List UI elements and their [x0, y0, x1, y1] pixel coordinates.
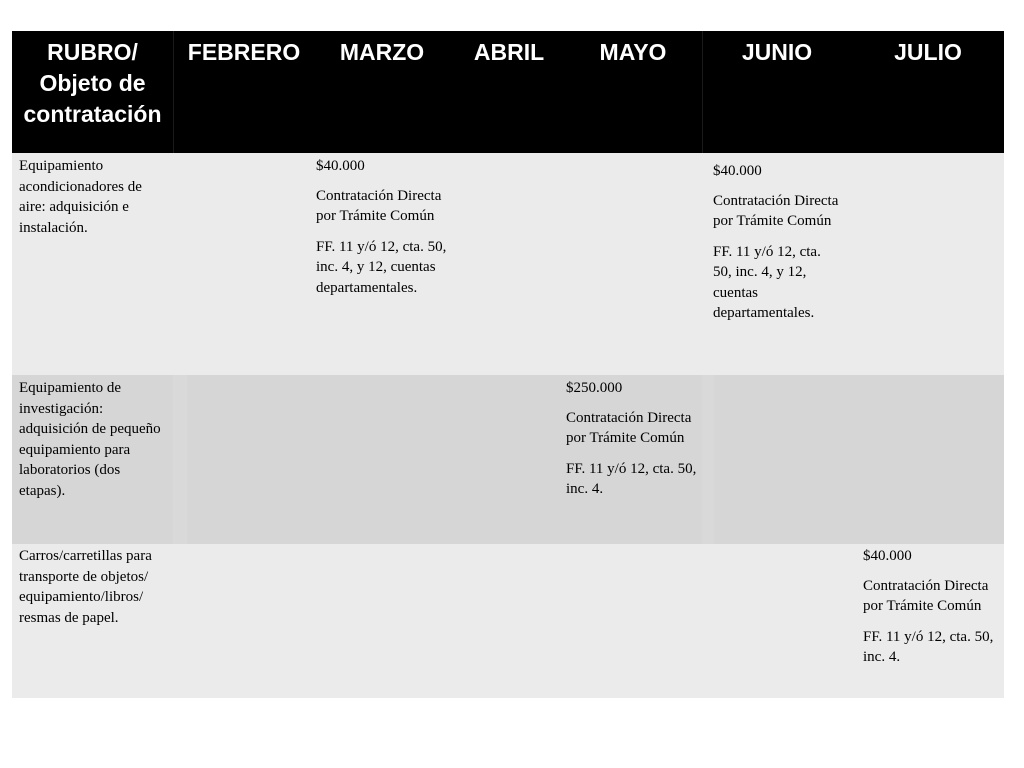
- marzo-entry-cell: [316, 156, 448, 308]
- header-rubro: RUBRO/ Objeto de contratación: [23, 39, 162, 127]
- header-divider: [173, 31, 174, 153]
- amount-text: $40.000: [316, 158, 365, 174]
- procurement-schedule-table: [12, 31, 1004, 698]
- header-divider: [702, 31, 703, 153]
- contract-mode-text: Contratación Directa por Trámite Común: [863, 577, 989, 614]
- rubro-cell: Carros/carretillas para transporte de objetos/ equipamiento/libros/ resmas de papel.: [19, 548, 152, 626]
- junio-entry-cell: [713, 161, 843, 334]
- header-junio: JUNIO: [741, 39, 813, 65]
- table-row: [12, 544, 1004, 698]
- header-julio: JULIO: [894, 39, 962, 65]
- contract-mode-text: Contratación Directa por Trámite Común: [713, 192, 839, 229]
- contract-mode-text: Contratación Directa por Trámite Común: [316, 187, 442, 224]
- funding-text: FF. 11 y/ó 12, cta. 50, inc. 4, y 12, cuentas departamentales.: [316, 238, 447, 296]
- table-row: [12, 153, 1004, 375]
- julio-entry-cell: [863, 546, 1001, 678]
- amount-text: $40.000: [863, 548, 912, 564]
- rubro-cell: Equipamiento de investigación: adquisición de pequeño equipamiento para laboratorios (dos etapas).: [19, 380, 161, 499]
- header-abril: ABRIL: [473, 39, 545, 65]
- header-marzo: MARZO: [339, 39, 425, 65]
- column-shade: [702, 375, 714, 544]
- header-febrero: FEBRERO: [187, 39, 301, 65]
- header-mayo: MAYO: [599, 39, 667, 65]
- contract-mode-text: Contratación Directa por Trámite Común: [566, 409, 692, 446]
- funding-text: FF. 11 y/ó 12, cta. 50, inc. 4, y 12, cuentas departamentales.: [713, 243, 821, 321]
- table-row: [12, 375, 1004, 544]
- table-header-row: [12, 31, 1004, 153]
- mayo-entry-cell: [566, 378, 700, 510]
- funding-text: FF. 11 y/ó 12, cta. 50, inc. 4.: [863, 628, 994, 665]
- amount-text: $250.000: [566, 380, 623, 396]
- funding-text: FF. 11 y/ó 12, cta. 50, inc. 4.: [566, 460, 697, 497]
- amount-text: $40.000: [713, 163, 762, 179]
- rubro-cell: Equipamiento acondicionadores de aire: adquisición e instalación.: [19, 158, 142, 236]
- column-shade: [173, 375, 187, 544]
